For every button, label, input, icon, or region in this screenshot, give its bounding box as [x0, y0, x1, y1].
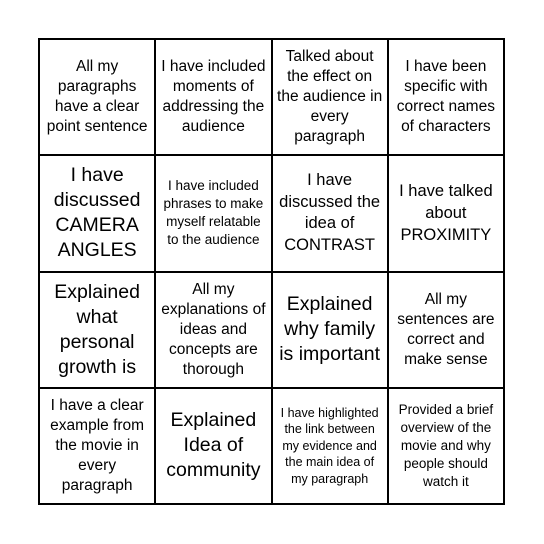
bingo-cell-text: I have included moments of addressing the audience — [161, 58, 266, 136]
bingo-cell-r4c3[interactable] — [272, 388, 388, 504]
bingo-cell-text: All my sentences are correct and make sense — [397, 290, 495, 368]
bingo-cell-r1c2[interactable] — [155, 39, 271, 155]
bingo-cell-text: Explained what personal growth is — [54, 280, 140, 378]
bingo-cell-r2c4[interactable] — [388, 155, 504, 271]
bingo-cell-r2c3[interactable] — [272, 155, 388, 271]
bingo-cell-r4c1[interactable] — [39, 388, 155, 504]
bingo-cell-r2c2[interactable] — [155, 155, 271, 271]
bingo-cell-r3c2[interactable] — [155, 272, 271, 388]
bingo-cell-text: I have been specific with correct names of characters — [396, 58, 495, 136]
bingo-cell-r4c4[interactable] — [388, 388, 504, 504]
bingo-cell-text: I have highlighted the link between my evidence and the main idea of my paragraph — [280, 405, 379, 486]
bingo-cell-r1c1[interactable] — [39, 39, 155, 155]
bingo-cell-text: Explained Idea of community — [166, 409, 261, 482]
bingo-cell-text: I have discussed the idea of CONTRAST — [279, 171, 381, 254]
bingo-cell-r1c3[interactable] — [272, 39, 388, 155]
bingo-board — [38, 38, 505, 505]
bingo-cell-text: All my paragraphs have a clear point sentence — [46, 58, 148, 136]
bingo-cell-text: I have a clear example from the movie in every paragraph — [50, 396, 145, 494]
bingo-cell-r3c4[interactable] — [388, 272, 504, 388]
bingo-cell-r3c1[interactable] — [39, 272, 155, 388]
bingo-cell-r1c4[interactable] — [388, 39, 504, 155]
bingo-cell-text: I have discussed CAMERA ANGLES — [53, 164, 141, 262]
bingo-cell-text: Provided a brief overview of the movie and why people should watch it — [398, 401, 494, 489]
bingo-cell-text: I have talked about PROXIMITY — [399, 182, 493, 245]
bingo-cell-text: Talked about the effect on the audience in every paragraph — [277, 48, 383, 146]
bingo-cell-r3c3[interactable] — [272, 272, 388, 388]
bingo-cell-text: All my explanations of ideas and concepts are thorough — [161, 280, 266, 378]
bingo-cell-text: I have included phrases to make myself relatable to the audience — [163, 178, 264, 248]
bingo-cell-r4c2[interactable] — [155, 388, 271, 504]
bingo-cell-text: Explained why family is important — [279, 293, 381, 366]
bingo-cell-r2c1[interactable] — [39, 155, 155, 271]
